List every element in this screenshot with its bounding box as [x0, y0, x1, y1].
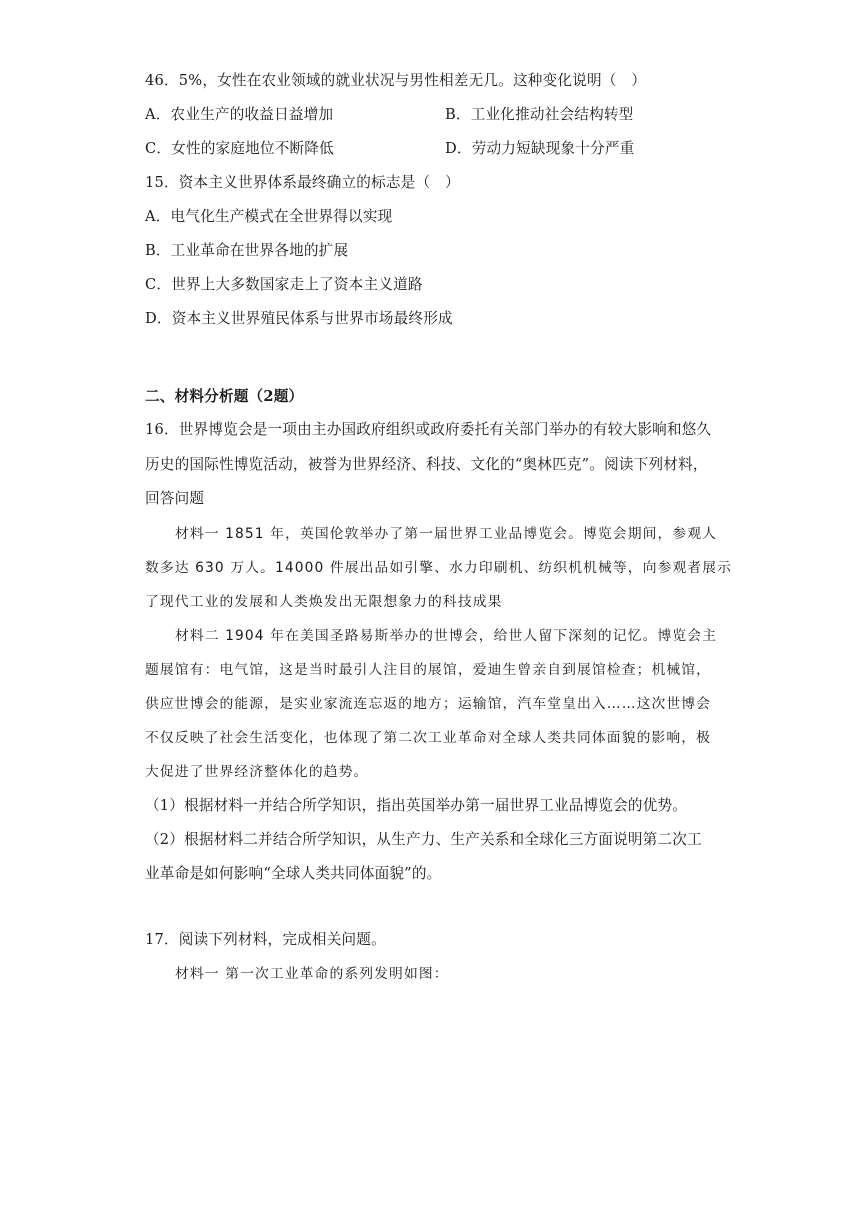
q16-material2-line-2: 题展馆有：电气馆，这是当时最引人注目的展馆，爱迪生曾亲自到展馆检查；机械馆， — [145, 662, 712, 678]
q17-stem: 17．阅读下列材料，完成相关问题。 — [145, 931, 386, 948]
q15-option-d: D．资本主义世界殖民体系与世界市场最终形成 — [145, 310, 453, 327]
q16-material2-line-1: 材料二 1904 年在美国圣路易斯举办的世博会，给世人留下深刻的记忆。博览会主 — [175, 628, 718, 644]
q16-intro-line-3: 回答问题 — [145, 490, 205, 507]
q17-material1: 材料一 第一次工业革命的系列发明如图： — [175, 966, 449, 982]
q16-material1-line-2: 数多达 630 万人。14000 件展出品如引擎、水力印刷机、纺织机机械等，向参观者展示 — [145, 560, 733, 576]
q16-intro-line-1: 16．世界博览会是一项由主办国政府组织或政府委托有关部门举办的有较大影响和悠久 — [145, 421, 712, 438]
q14-option-d: D．劳动力短缺现象十分严重 — [445, 140, 635, 157]
q16-material2-line-3: 供应世博会的能源，是实业家流连忘返的地方；运输馆，汽车堂皇出入……这次世博会 — [145, 696, 712, 712]
q14-stem-tail: 46．5%，女性在农业领域的就业状况与男性相差无几。这种变化说明（ ） — [145, 72, 647, 89]
q16-material2-line-5: 大促进了世界经济整体化的趋势。 — [145, 764, 369, 780]
q14-option-b: B．工业化推动社会结构转型 — [445, 106, 634, 123]
q16-intro-line-2: 历史的国际性博览活动，被誉为世界经济、科技、文化的“奥林匹克”。阅读下列材料， — [145, 456, 708, 473]
q16-material1-line-1: 材料一 1851 年，英国伦敦举办了第一届世界工业品博览会。博览会期间，参观人 — [175, 526, 718, 542]
q15-stem: 15．资本主义世界体系最终确立的标志是（ ） — [145, 174, 460, 191]
section-heading: 二、材料分析题（2题） — [145, 388, 304, 405]
q15-option-a: A．电气化生产模式在全世界得以实现 — [145, 208, 393, 225]
q15-option-c: C．世界上大多数国家走上了资本主义道路 — [145, 276, 423, 293]
q16-material1-line-3: 了现代工业的发展和人类焕发出无限想象力的科技成果 — [145, 594, 503, 610]
q16-subquestion-1: （1）根据材料一并结合所学知识，指出英国举办第一届世界工业品博览会的优势。 — [145, 797, 688, 814]
q14-option-a: A．农业生产的收益日益增加 — [145, 106, 334, 123]
q16-subquestion-2-line-2: 业革命是如何影响“全球人类共同体面貌”的。 — [145, 865, 442, 882]
q14-option-c: C．女性的家庭地位不断降低 — [145, 140, 334, 157]
q15-option-b: B．工业革命在世界各地的扩展 — [145, 242, 349, 259]
q16-material2-line-4: 不仅反映了社会生活变化，也体现了第二次工业革命对全球人类共同体面貌的影响，极 — [145, 730, 712, 746]
q16-subquestion-2-line-1: （2）根据材料二并结合所学知识，从生产力、生产关系和全球化三方面说明第二次工 — [145, 831, 702, 848]
